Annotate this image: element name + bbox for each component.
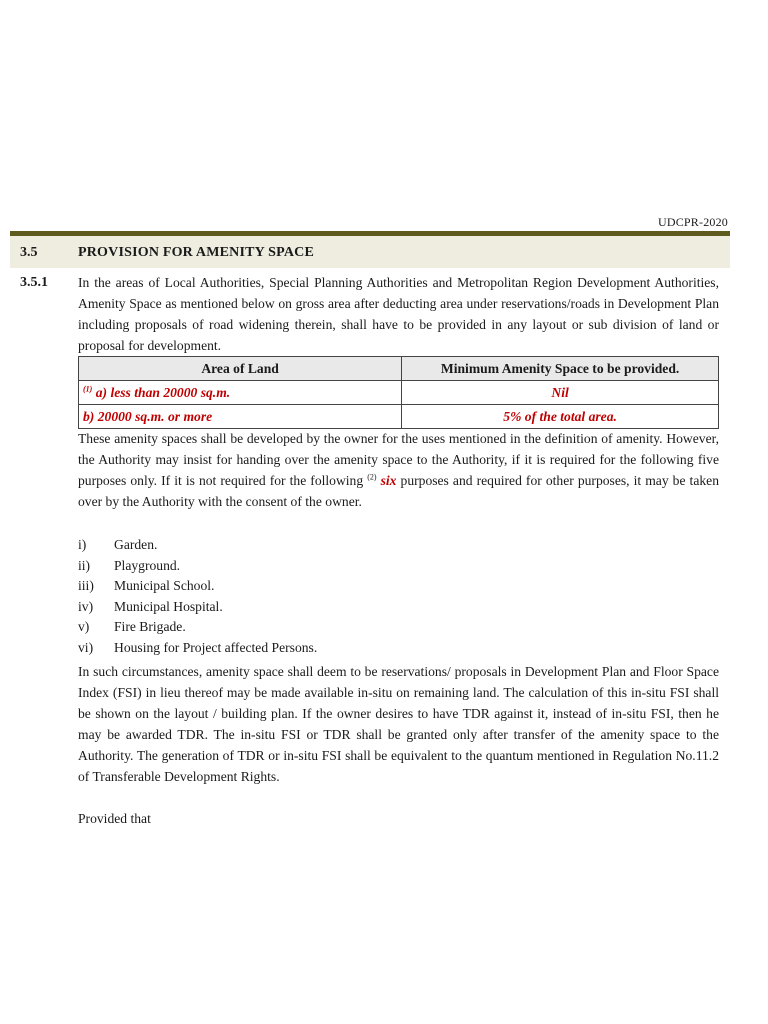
- cut-off-text: Provided that: [78, 811, 151, 826]
- list-label: Municipal School.: [114, 578, 215, 594]
- area-text: a) less than 20000 sq.m.: [95, 384, 231, 400]
- section-title: PROVISION FOR AMENITY SPACE: [78, 245, 315, 260]
- area-text: b) 20000 sq.m. or more: [83, 408, 213, 424]
- space-cell: 5% of the total area.: [402, 405, 719, 429]
- list-numeral: iv): [78, 598, 94, 614]
- purposes-list: [78, 535, 317, 659]
- list-label: Garden.: [114, 537, 158, 552]
- amenity-table: [78, 356, 719, 429]
- list-item: [78, 638, 317, 659]
- section-number: 3.5: [20, 245, 38, 260]
- list-item: [78, 556, 317, 577]
- list-label: Housing for Project affected Persons.: [114, 639, 318, 655]
- para-text: These amenity spaces shall be developed by the owner for the uses mentioned in the definition of amenity. However, the Authority may insist for handing over the amenity space to the Authority, if it is required for the following five purposes only. If it is not required for the following: [78, 431, 719, 488]
- area-cell: [79, 405, 402, 429]
- list-numeral: i): [78, 537, 87, 552]
- space-cell: Nil: [402, 381, 719, 405]
- amended-word: six: [380, 473, 397, 488]
- list-item: [78, 597, 317, 618]
- column-header-space: Minimum Amenity Space to be provided.: [402, 357, 719, 381]
- list-numeral: iii): [78, 578, 94, 594]
- table-row: [79, 381, 719, 405]
- list-numeral: v): [78, 619, 90, 635]
- list-numeral: ii): [78, 557, 91, 573]
- subsection-number: 3.5.1: [20, 275, 48, 290]
- in-situ-fsi-paragraph: In such circumstances, amenity space shall deem to be reservations/ proposals in Development Plan and Floor Space Index (FSI) in lieu thereof may be made available in-situ on remaining land. The calculation of this in-situ FSI shall be shown on the layout / building plan. If the owner desires to have TDR against it, instead of in-situ FSI, then he may be awarded TDR. The in-situ FSI or TDR shall be granted only after transfer of the amenity space to the Authority. The generation of TDR or in-situ FSI shall be equivalent to the quantum mentioned in Regulation No.11.2 of Transferable Development Rights.: [78, 664, 719, 784]
- list-label: Municipal Hospital.: [114, 598, 223, 614]
- table-row: [79, 405, 719, 429]
- table-header-row: [79, 357, 719, 381]
- footnote-mark: (1): [83, 383, 93, 393]
- list-label: Fire Brigade.: [114, 619, 186, 635]
- amenity-usage-paragraph: [78, 428, 719, 512]
- list-item: [78, 535, 317, 556]
- document-code: UDCPR-2020: [657, 215, 728, 229]
- column-header-area: Area of Land: [79, 357, 402, 381]
- subsection-intro: In the areas of Local Authorities, Special Planning Authorities and Metropolitan Region Development Authorities, Amenity Space as mentioned below on gross area after deducting area under reservations/roads in Development Plan including proposals of road widening therein, shall have to be provided in any layout or sub division of land or proposal for development.: [78, 275, 719, 353]
- list-label: Playground.: [114, 557, 181, 573]
- list-item: [78, 576, 317, 597]
- list-numeral: vi): [78, 639, 94, 655]
- para-text: purposes and required for other purposes, it may be taken over by the Authority with the consent of the owner.: [78, 473, 719, 509]
- area-cell: [79, 381, 402, 405]
- footnote-mark: (2): [367, 472, 377, 482]
- list-item: [78, 617, 317, 638]
